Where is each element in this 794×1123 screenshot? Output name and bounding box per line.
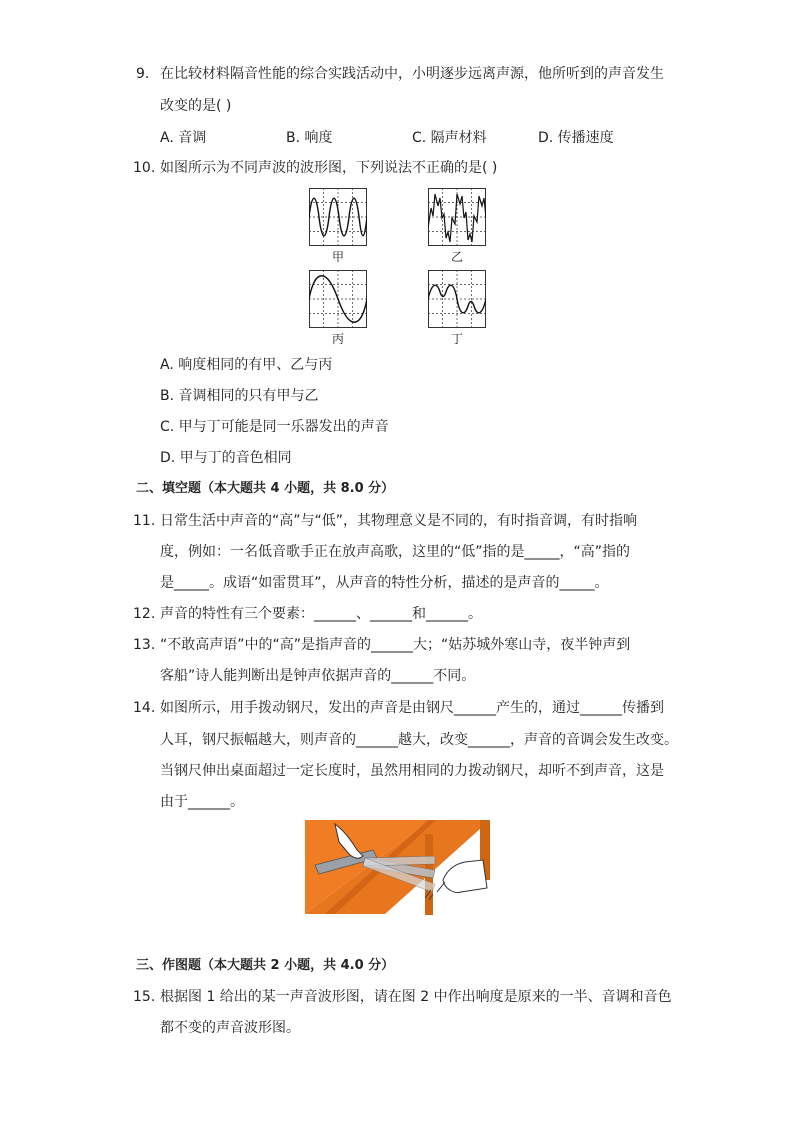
- waveform-yi: [428, 188, 486, 246]
- q10-number: 10.: [133, 160, 156, 176]
- q11-line1: 日常生活中声音的“高”与“低”，其物理意义是不同的，有时指音调，有时指响: [160, 513, 638, 529]
- q10-option-d: D. 甲与丁的音色相同: [160, 450, 292, 466]
- caption-ding: 丁: [450, 332, 463, 346]
- q15-line1: 根据图 1 给出的某一声音波形图，请在图 2 中作出响度是原来的一半、音调和音色: [160, 989, 672, 1005]
- q9-option-a: A. 音调: [160, 130, 207, 146]
- q11-line3: 是_____。成语“如雷贯耳”，从声音的特性分析，描述的是声音的_____。: [160, 575, 609, 591]
- ruler-illustration: [305, 820, 490, 915]
- q10-option-a: A. 响度相同的有甲、乙与丙: [160, 357, 333, 373]
- q15-number: 15.: [133, 989, 156, 1005]
- q11-line2: 度，例如：一名低音歌手正在放声高歌，这里的“低”指的是_____，“高”指的: [160, 544, 631, 560]
- q9-option-d: D. 传播速度: [538, 130, 614, 146]
- caption-jia: 甲: [331, 250, 344, 264]
- q12-number: 12.: [133, 606, 156, 622]
- q9-number: 9.: [136, 66, 150, 82]
- q12-line1: 声音的特性有三个要素：______、______和______。: [160, 606, 482, 622]
- q10-option-b: B. 音调相同的只有甲与乙: [160, 388, 319, 404]
- q14-line1: 如图所示，用手拨动钢尺，发出的声音是由钢尺______产生的，通过______传播到: [160, 700, 664, 716]
- q9-line1: 在比较材料隔音性能的综合实践活动中，小明逐步远离声源，他所听到的声音发生: [160, 66, 664, 82]
- section2-heading: 二、填空题（本大题共 4 小题，共 8.0 分）: [136, 481, 395, 496]
- q14-line2: 人耳，钢尺振幅越大，则声音的______越大，改变______，声音的音调会发生改变。: [160, 732, 678, 748]
- section3-heading: 三、作图题（本大题共 2 小题，共 4.0 分）: [136, 958, 395, 973]
- q10-line1: 如图所示为不同声波的波形图，下列说法不正确的是( ): [160, 160, 498, 176]
- q13-number: 13.: [133, 637, 156, 653]
- q13-line2: 客船”诗人能判断出是钟声依据声音的______不同。: [160, 668, 476, 684]
- q9-option-c: C. 隔声材料: [412, 130, 487, 146]
- q14-line3: 当钢尺伸出桌面超过一定长度时，虽然用相同的力拨动钢尺，却听不到声音，这是: [160, 763, 664, 779]
- q10-option-c: C. 甲与丁可能是同一乐器发出的声音: [160, 419, 389, 435]
- q14-number: 14.: [133, 700, 156, 716]
- waveform-ding: [428, 270, 486, 328]
- q13-line1: “不敢高声语”中的“高”是指声音的______大；“姑苏城外寒山寺，夜半钟声到: [160, 637, 631, 653]
- waveform-jia: [309, 188, 367, 246]
- caption-bing: 丙: [331, 332, 344, 346]
- caption-yi: 乙: [450, 250, 463, 264]
- q9-line2: 改变的是( ): [160, 98, 232, 114]
- q11-number: 11.: [133, 513, 156, 529]
- q15-line2: 都不变的声音波形图。: [160, 1020, 300, 1036]
- q9-option-b: B. 响度: [286, 130, 333, 146]
- q14-line4: 由于______。: [160, 794, 244, 810]
- waveform-bing: [309, 270, 367, 328]
